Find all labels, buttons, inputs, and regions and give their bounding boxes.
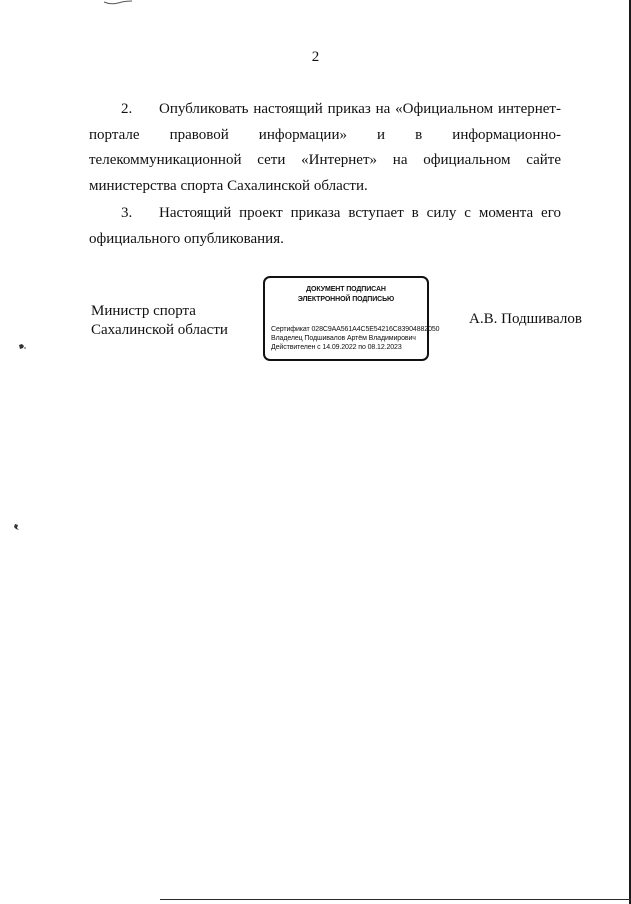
signatory-position-line-1: Министр спорта: [91, 303, 196, 319]
paragraph-2-number: 2.: [121, 101, 133, 117]
stamp-heading-line-2: ЭЛЕКТРОННОЙ ПОДПИСЬЮ: [297, 296, 395, 303]
paragraph-3: [89, 201, 561, 252]
paragraph-2-text: Опубликовать настоящий приказ на «Официальном интернет-портале правовой информации» и в информационно-телекоммуникационной сети «Интернет» на официальном сайте министерства спорта Сахалинской области.: [89, 101, 561, 194]
stamp-details: [271, 325, 440, 352]
scan-speck-icon: [17, 342, 27, 352]
stamp-validity: Действителен с 14.09.2022 по 08.12.2023: [271, 344, 402, 351]
stamp-owner: Владелец Подшивалов Артём Владимирович: [271, 335, 416, 342]
paragraph-2: [89, 97, 561, 199]
signatory-position: [91, 302, 228, 340]
paragraph-3-number: 3.: [121, 205, 133, 221]
signer-name: А.В. Подшивалов: [469, 311, 582, 327]
scan-speck-icon: [12, 522, 22, 532]
stamp-heading: [265, 285, 427, 305]
page-number: 2: [311, 49, 320, 65]
scan-edge-bottom: [160, 899, 631, 900]
paragraph-3-text: Настоящий проект приказа вступает в силу с момента его официального опубликования.: [89, 205, 561, 247]
stamp-certificate: Сертификат 028C9AA561A4C5E54216C83904882050: [271, 326, 440, 333]
stamp-heading-line-1: ДОКУМЕНТ ПОДПИСАН: [306, 286, 386, 293]
scan-artifact-top: [103, 0, 133, 6]
signatory-position-line-2: Сахалинской области: [91, 322, 228, 338]
electronic-signature-stamp: [263, 276, 440, 361]
